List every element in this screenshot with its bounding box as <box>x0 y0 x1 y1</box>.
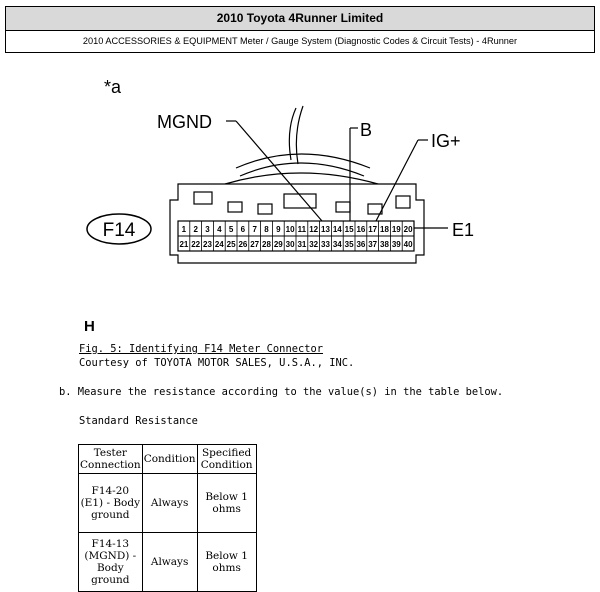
pin-number: 9 <box>276 225 281 234</box>
pin-number: 17 <box>368 225 378 234</box>
pin-number: 24 <box>214 240 224 249</box>
pin-number: 35 <box>344 240 354 249</box>
pin-number: 11 <box>297 225 307 234</box>
standard-resistance-label: Standard Resistance <box>79 415 198 427</box>
pin-number: 29 <box>273 240 283 249</box>
pin-number: 7 <box>252 225 257 234</box>
figure-courtesy: Courtesy of TOYOTA MOTOR SALES, U.S.A., INC. <box>79 357 355 369</box>
pin-number: 26 <box>238 240 248 249</box>
cell-specified-condition: Below 1 ohms <box>197 474 256 533</box>
pin-number: 31 <box>297 240 307 249</box>
resistance-table <box>78 444 257 592</box>
pin-number: 23 <box>203 240 212 249</box>
pin-number: 38 <box>380 240 389 249</box>
label-e1: E1 <box>452 220 475 240</box>
document-title: 2010 Toyota 4Runner Limited <box>6 7 594 31</box>
pin-number: 19 <box>391 225 401 234</box>
pin-number: 4 <box>217 225 222 234</box>
pin-number: 14 <box>332 225 342 234</box>
pin-number: 2 <box>193 225 198 234</box>
figure-caption: Fig. 5: Identifying F14 Meter Connector <box>79 343 323 355</box>
pin-number: 33 <box>321 240 330 249</box>
connector-body <box>170 184 424 263</box>
pin-number: 30 <box>285 240 295 249</box>
instruction-text: b. Measure the resistance according to the value(s) in the table below. <box>59 386 504 398</box>
table-row <box>79 474 257 533</box>
pin-number: 10 <box>285 225 295 234</box>
document-subtitle: 2010 ACCESSORIES & EQUIPMENT Meter / Gauge System (Diagnostic Codes & Circuit Tests) - 4Runner <box>82 36 518 46</box>
table-header-row <box>79 445 257 474</box>
pin-number: 3 <box>205 225 210 234</box>
header-condition: Condition <box>142 445 197 474</box>
cell-condition: Always <box>142 474 197 533</box>
table-row <box>79 533 257 592</box>
pin-number: 22 <box>191 240 201 249</box>
pin-number: 15 <box>344 225 354 234</box>
pin-number: 36 <box>356 240 366 249</box>
pin-number: 1 <box>181 225 187 234</box>
pin-number: 20 <box>403 225 413 234</box>
connector-id: F14 <box>102 220 136 241</box>
pin-number: 34 <box>332 240 342 249</box>
label-ig-plus: IG+ <box>431 131 461 151</box>
pin-number: 8 <box>264 225 269 234</box>
pin-number: 37 <box>368 240 378 249</box>
pin-number: 32 <box>309 240 319 249</box>
label-a: *a <box>104 77 122 97</box>
pin-number: 27 <box>250 240 260 249</box>
cell-tester-connection: F14-20 (E1) - Body ground <box>79 474 143 533</box>
header-specified-condition: Specified Condition <box>197 445 256 474</box>
label-mgnd: MGND <box>157 112 212 132</box>
pin-number: 18 <box>380 225 389 234</box>
cell-specified-condition: Below 1 ohms <box>197 533 256 592</box>
cell-tester-connection: F14-13 (MGND) - Body ground <box>79 533 143 592</box>
pin-number: 40 <box>403 240 413 249</box>
pin-number: 25 <box>226 240 236 249</box>
label-h: H <box>84 318 95 335</box>
cell-condition: Always <box>142 533 197 592</box>
pin-number: 28 <box>262 240 271 249</box>
header-tester-connection: Tester Connection <box>79 445 143 474</box>
pin-number: 5 <box>228 225 234 234</box>
label-b: B <box>360 120 373 140</box>
wire-bundle <box>225 106 378 184</box>
pin-number: 13 <box>321 225 330 234</box>
pin-number: 12 <box>309 225 319 234</box>
pin-number: 6 <box>240 225 246 234</box>
pin-number: 39 <box>391 240 401 249</box>
pin-number: 16 <box>356 225 366 234</box>
pin-number: 21 <box>179 240 189 249</box>
